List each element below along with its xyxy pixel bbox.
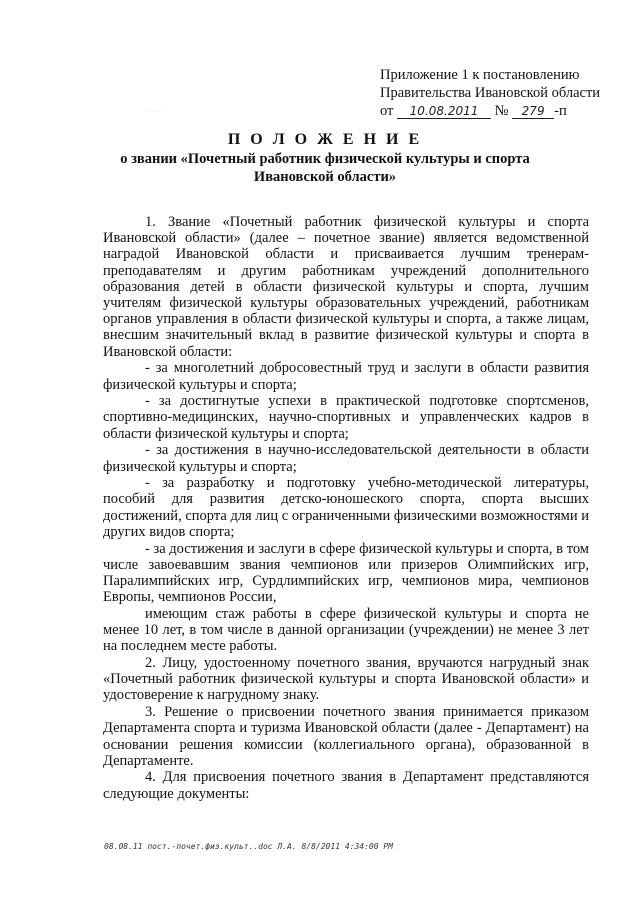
paragraph-4: 4. Для присвоения почетного звания в Департамент представляются следующие документы: (103, 769, 589, 802)
title-block (60, 130, 590, 186)
experience-paragraph: имеющим стаж работы в сфере физической культуры и спорта не менее 10 лет, в том числе в данной организации (учреждении) не менее 3 лет на последнем месте работы. (103, 605, 589, 655)
appendix-line-2: Правительства Ивановской области (380, 85, 601, 101)
appendix-line-3 (380, 102, 610, 120)
from-label: от (380, 103, 394, 119)
document-body (103, 214, 589, 802)
faint-stamp-mark: · · · (146, 108, 163, 116)
bullet-paragraph: - за достигнутые успехи в практической подготовке спортсменов, спортивно-медицинских, научно-спортивных и управленческих кадров в области физической культуры и спорта; (103, 393, 589, 442)
document-subtitle-line-2: Ивановской области» (253, 169, 397, 185)
paragraph-3: 3. Решение о присвоении почетного звания принимается приказом Департамента спорта и туризма Ивановской области (далее - Департамент) на основании решения комиссии (коллегиального органа), образованной в Департаменте. (103, 704, 589, 769)
number-suffix: -п (554, 103, 567, 119)
bullet-paragraph: - за разработку и подготовку учебно-методической литературы, пособий для развития детско-юношеского спорта, спорта высших достижений, спорта для лиц с ограниченными физическими возможностями и других видов спорта; (103, 475, 589, 540)
number-label: № (494, 103, 509, 119)
bullet-paragraph: - за многолетний добросовестный труд и заслуги в области развития физической культуры и спорта; (103, 360, 589, 393)
paragraph-1: 1. Звание «Почетный работник физической культуры и спорта Ивановской области» (далее – почетное звание) является ведомственной наградой Ивановской области и присваивается лучшим тренерам-преподавателям и другим работникам учреждений дополнительного образования детей в области физической культуры и спорта, лучшим учителям физической культуры образовательных учреждений, работникам органов управления в области физической культуры и спорта, а также лицам, внесшим значительный вклад в развитие физической культуры и спорта в Ивановской области: (103, 214, 589, 360)
file-footer: 08.08.11 пост.-почет.физ.культ..doc Л.А. 8/8/2011 4:34:00 PM (104, 842, 393, 851)
handwritten-date: 10.08.2011 (397, 104, 491, 119)
paragraph-2: 2. Лицу, удостоенному почетного звания, вручаются нагрудный знак «Почетный работник физической культуры и спорта Ивановской области» и удостоверение к нагрудному знаку. (103, 654, 589, 704)
handwritten-number: 279 (512, 104, 554, 119)
bullet-paragraph: - за достижения и заслуги в сфере физической культуры и спорта, в том числе завоевавшим звания чемпионов или призеров Олимпийских игр, Паралимпийских игр, Сурдлимпийских игр, чемпионов мира, чемпионов Европы, чемпионов России, (103, 540, 589, 606)
bullet-paragraph: - за достижения в научно-исследовательской деятельности в области физической культуры и спорта; (103, 442, 589, 475)
document-title: П О Л О Ж Е Н И Е (227, 131, 423, 148)
appendix-header (380, 66, 610, 120)
document-subtitle-line-1: о звании «Почетный работник физической культуры и спорта (120, 151, 530, 167)
appendix-line-1: Приложение 1 к постановлению (380, 67, 580, 83)
